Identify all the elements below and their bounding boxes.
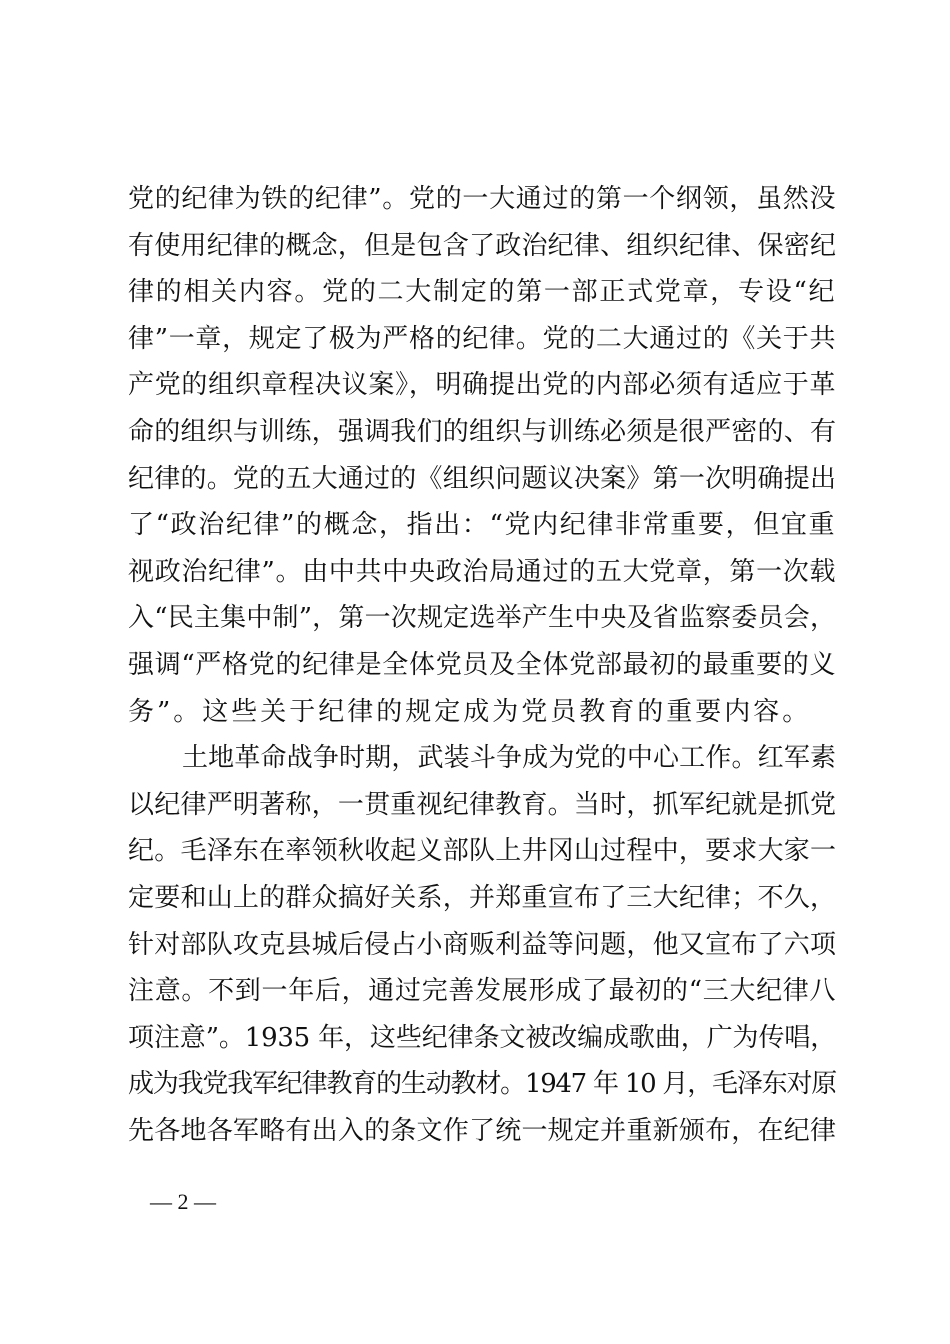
text-line: 先各地各军略有出入的条文作了统一规定并重新颁布，在纪律 [128, 1115, 836, 1146]
text-line: 定要和山上的群众搞好关系，并郑重宣布了三大纪律；不久， [128, 882, 836, 913]
text-line: 纪律的。党的五大通过的《组织问题议决案》第一次明确提出 [128, 463, 836, 494]
text-line: 以纪律严明著称，一贯重视纪律教育。当时，抓军纪就是抓党 [128, 789, 836, 820]
text-line: 命的组织与训练，强调我们的组织与训练必须是很严密的、有 [128, 416, 836, 447]
text-line: 有使用纪律的概念，但是包含了政治纪律、组织纪律、保密纪 [128, 230, 836, 261]
text-line: 产党的组织章程决议案》，明确提出党的内部必须有适应于革 [128, 370, 836, 401]
body-text [128, 176, 836, 1154]
text-line: 视政治纪律”。由中共中央政治局通过的五大党章，第一次载 [128, 556, 836, 587]
page-number: — 2 — [150, 1189, 216, 1214]
text-line: 项注意”。1935 年，这些纪律条文被改编成歌曲，广为传唱， [128, 1022, 836, 1053]
text-line: 务”。这些关于纪律的规定成为党员教育的重要内容。 [128, 696, 812, 727]
text-line: 强调“严格党的纪律是全体党员及全体党部最初的最重要的义 [128, 649, 836, 680]
text-line: 了“政治纪律”的概念，指出：“党内纪律非常重要，但宜重 [128, 510, 836, 541]
text-line: 律”一章，规定了极为严格的纪律。党的二大通过的《关于共 [128, 323, 836, 354]
text-line: 土地革命战争时期，武装斗争成为党的中心工作。红军素 [182, 743, 836, 774]
text-line: 纪。毛泽东在率领秋收起义部队上井冈山过程中，要求大家一 [128, 836, 836, 867]
text-line: 注意。不到一年后，通过完善发展形成了最初的“三大纪律八 [128, 976, 836, 1007]
text-line: 成为我党我军纪律教育的生动教材。1947 年 10 月，毛泽东对原 [128, 1069, 836, 1100]
text-line: 党的纪律为铁的纪律”。党的一大通过的第一个纲领，虽然没 [128, 184, 836, 214]
paragraph-2 [128, 735, 836, 1154]
text-line: 律的相关内容。党的二大制定的第一部正式党章，专设“纪 [128, 277, 836, 308]
paragraph-1 [128, 176, 836, 735]
text-line: 针对部队攻克县城后侵占小商贩利益等问题，他又宣布了六项 [128, 929, 836, 960]
text-line: 入“民主集中制”，第一次规定选举产生中央及省监察委员会， [128, 603, 837, 634]
